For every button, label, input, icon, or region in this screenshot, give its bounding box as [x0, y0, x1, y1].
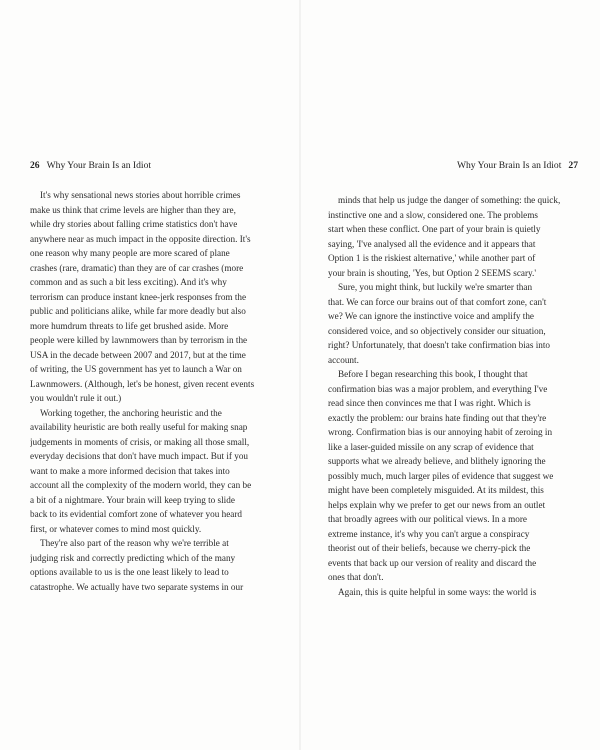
- text-line: Sure, you might think, but luckily we're smarter than: [338, 282, 533, 292]
- text-line: Again, this is quite helpful in some ways: the world is: [338, 586, 537, 597]
- right-running-head: [328, 160, 578, 174]
- text-line: minds that help us judge the danger of something: the quick,: [338, 195, 561, 205]
- text-line: back to its evidential comfort zone of whatever you heard: [30, 509, 242, 519]
- text-line: supports what we already believe, and blithely ignoring the: [328, 456, 546, 466]
- paragraph: [30, 536, 276, 594]
- text-line: extreme instance, it's why you can't argue a conspiracy: [328, 528, 530, 539]
- right-running-head-title: Why Your Brain Is an Idiot: [456, 160, 562, 171]
- text-line: terrorism can produce instant knee-jerk responses from the: [30, 291, 247, 302]
- book-gutter: [299, 0, 301, 750]
- right-body-text: [328, 193, 578, 599]
- text-line: considered voice, and so objectively consider our situation,: [328, 325, 546, 336]
- left-running-head: [30, 160, 276, 174]
- text-line: Before I began researching this book, I thought that: [338, 369, 528, 379]
- text-line: of writing, the US government has yet to launch a War on: [30, 364, 242, 374]
- text-line: theorist out of their beliefs, because we cherry-pick the: [328, 543, 531, 553]
- text-line: crashes (rare, dramatic) than they are of car crashes (more: [30, 262, 244, 273]
- text-line: read since then convinces me that I was right. Which is: [328, 398, 531, 408]
- right-page: [328, 160, 578, 599]
- text-line: Option 1 is the riskiest alternative,' while another part of: [328, 253, 536, 263]
- text-line: They're also part of the reason why we're terrible at: [40, 538, 229, 548]
- text-line: public and politicians alike, while far more deadly but also: [30, 306, 246, 316]
- text-line: one reason why many people are more scared of plane: [30, 248, 230, 258]
- text-line: anywhere near as much impact in the opposite direction. It's: [30, 233, 251, 244]
- text-line: while dry stories about falling crime statistics don't have: [30, 219, 238, 229]
- text-line: USA in the decade between 2007 and 2017, but at the time: [30, 349, 246, 360]
- left-running-head-title: Why Your Brain Is an Idiot: [46, 160, 152, 171]
- text-line: options available to us is the one least likely to lead to: [30, 567, 229, 577]
- text-line: judgements in moments of crisis, or making all those small,: [30, 436, 250, 447]
- paragraph: [328, 193, 578, 280]
- text-line: events that back up our version of reality and discard the: [328, 557, 537, 568]
- text-line: exactly the problem: our brains hate finding out that they're: [328, 412, 547, 423]
- text-line: we? We can ignore the instinctive voice and amplify the: [328, 311, 534, 321]
- paragraph: [30, 406, 276, 537]
- text-line: ones that don't.: [328, 572, 384, 582]
- text-line: everyday decisions that don't have much impact. But if you: [30, 451, 249, 461]
- left-page: [30, 160, 276, 594]
- text-line: It's why sensational news stories about horrible crimes: [40, 190, 241, 200]
- text-line: right? Unfortunately, that doesn't take confirmation bias into: [328, 340, 551, 350]
- text-line: Lawnmowers. (Although, let's be honest, given recent events: [30, 378, 255, 389]
- text-line: want to make a more informed decision that takes into: [30, 465, 230, 476]
- text-line: availability heuristic are both really useful for making snap: [30, 422, 248, 432]
- left-page-number: 26: [30, 160, 40, 171]
- text-line: Working together, the anchoring heuristic and the: [40, 407, 222, 418]
- paragraph: [328, 367, 578, 585]
- text-line: people were killed by lawnmowers than by terrorism in the: [30, 335, 248, 345]
- text-line: you wouldn't rule it out.): [30, 393, 122, 403]
- text-line: start when these conflict. One part of your brain is quietly: [328, 224, 541, 234]
- text-line: wrong. Confirmation bias is our annoying habit of zeroing in: [328, 427, 553, 437]
- text-line: catastrophe. We actually have two separate systems in our: [30, 581, 244, 592]
- text-line: instinctive one and a slow, considered one. The problems: [328, 209, 538, 220]
- paragraph: [30, 188, 276, 406]
- text-line: make us think that crime levels are higher than they are,: [30, 204, 236, 215]
- text-line: helps explain why we prefer to get our news from an outlet: [328, 499, 546, 510]
- text-line: account.: [328, 354, 359, 365]
- paragraph: [328, 585, 578, 600]
- paragraph: [328, 280, 578, 367]
- text-line: your brain is shouting, 'Yes, but Option 2 SEEMS scary.': [328, 267, 536, 278]
- text-line: a bit of a nightmare. Your brain will keep trying to slide: [30, 494, 235, 505]
- text-line: account all the complexity of the modern world, they can be: [30, 480, 252, 490]
- right-page-number: 27: [568, 160, 578, 171]
- text-line: common and as such a bit less exciting). And it's why: [30, 277, 227, 287]
- left-body-text: [30, 188, 276, 594]
- text-line: judging risk and correctly predicting which of the many: [30, 552, 236, 563]
- text-line: first, or whatever comes to mind most quickly.: [30, 523, 202, 534]
- text-line: that. We can force our brains out of that comfort zone, can't: [328, 296, 547, 307]
- text-line: that broadly agrees with our political views. In a more: [328, 514, 528, 524]
- text-line: like a laser-guided missile on any scrap of evidence that: [328, 441, 534, 452]
- text-line: confirmation bias was a major problem, and everything I've: [328, 383, 548, 394]
- text-line: saying, 'I've analysed all the evidence and it appears that: [328, 238, 536, 249]
- text-line: more humdrum threats to life get brushed aside. More: [30, 320, 229, 331]
- text-line: might have been completely misguided. At its mildest, this: [328, 485, 544, 495]
- text-line: possibly much, much larger piles of evidence that suggest we: [328, 470, 554, 481]
